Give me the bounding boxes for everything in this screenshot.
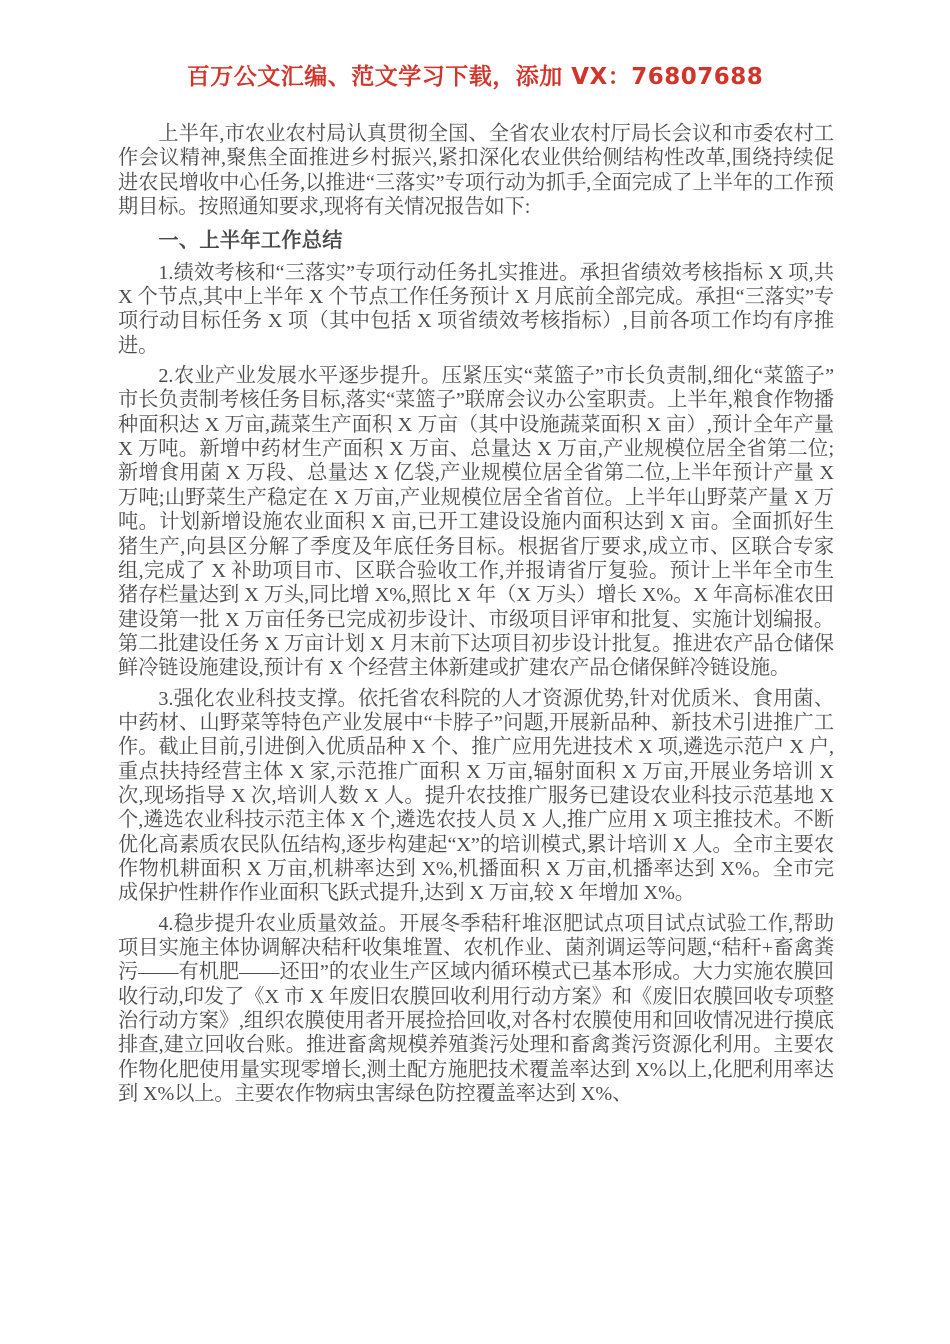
document-body	[118, 122, 834, 1106]
promo-header-banner: 百万公文汇编、范文学习下载，添加 VX：76807688	[186, 64, 764, 90]
body-paragraph-3: 3.强化农业科技支撑。依托省农科院的人才资源优势,针对优质米、食用菌、中药材、山野菜等特色产业发展中“卡脖子”问题,开展新品种、新技术引进推广工作。截止目前,引进倒入优质品种 X 个、推广应用先进技术 X 项,遴选示范户 X 户,重点扶持经营主体 X 家,示范推广面积 X 万亩,辐射面积 X 万亩,开展业务培训 X 次,现场指导 X 次,培训人数 X 人。提升农技推广服务已建设农业科技示范基地 X 个,遴选农业科技示范主体 X 个,遴选农技人员 X 人,推广应用 X 项主推技术。不断优化高素质农民队伍结构,逐步构建起“X”的培训模式,累计培训 X 人。全市主要农作物机耕面积 X 万亩,机耕率达到 X%,机播面积 X 万亩,机播率达到 X%。全市完成保护性耕作作业面积飞跃式提升,达到 X 万亩,较 X 年增加 X%。	[118, 687, 834, 905]
body-paragraph-2: 2.农业产业发展水平逐步提升。压紧压实“菜篮子”市长负责制,细化“菜篮子”市长负责制考核任务目标,落实“菜篮子”联席会议办公室职责。上半年,粮食作物播种面积达 X 万亩,蔬菜生产面积 X 万亩（其中设施蔬菜面积 X 亩）,预计全年产量 X 万吨。新增中药材生产面积 X 万亩、总量达 X 万亩,产业规模位居全省第二位;新增食用菌 X 万段、总量达 X 亿袋,产业规模位居全省第二位,上半年预计产量 X 万吨;山野菜生产稳定在 X 万亩,产业规模位居全省首位。上半年山野菜产量 X 万吨。计划新增设施农业面积 X 亩,已开工建设设施内面积达到 X 亩。全面抓好生猪生产,向县区分解了季度及年底任务目标。根据省厅要求,成立市、区联合专家组,完成了 X 补助项目市、区联合验收工作,并报请省厅复验。预计上半年全市生猪存栏量达到 X 万头,同比增 X%,照比 X 年（X 万头）增长 X%。X 年高标准农田建设第一批 X 万亩任务已完成初步设计、市级项目评审和批复、实施计划编报。第二批建设任务 X 万亩计划 X 月末前下达项目初步设计批复。推进农产品仓储保鲜冷链设施建设,预计有 X 个经营主体新建或扩建农产品仓储保鲜冷链设施。	[118, 365, 834, 680]
section-heading-work-summary: 一、上半年工作总结	[158, 228, 343, 253]
body-paragraph-1: 1.绩效考核和“三落实”专项行动任务扎实推进。承担省绩效考核指标 X 项,共 X 个节点,其中上半年 X 个节点工作任务预计 X 月底前全部完成。承担“三落实”专项行动目标任务 X 项（其中包括 X 项省绩效考核指标）,目前各项工作均有序推进。	[118, 261, 834, 357]
body-paragraph-4: 4.稳步提升农业质量效益。开展冬季秸秆堆沤肥试点项目试点试验工作,帮助项目实施主体协调解决秸秆收集堆置、农机作业、菌剂调运等问题,“秸秆+畜禽粪污——有机肥——还田”的农业生产区域内循环模式已基本形成。大力实施农膜回收行动,印发了《X 市 X 年废旧农膜回收利用行动方案》和《废旧农膜回收专项整治行动方案》,组织农膜使用者开展捡拾回收,对各村农膜使用和回收情况进行摸底排查,建立回收台账。推进畜禽规模养殖粪污处理和畜禽粪污资源化利用。主要农作物化肥使用量实现零增长,测土配方施肥技术覆盖率达到 X%以上,化肥利用率达到 X%以上。主要农作物病虫害绿色防控覆盖率达到 X%、	[118, 912, 834, 1106]
lead-paragraph: 上半年,市农业农村局认真贯彻全国、全省农业农村厅局长会议和市委农村工作会议精神,聚焦全面推进乡村振兴,紧扣深化农业供给侧结构性改革,围绕持续促进农民增收中心任务,以推进“三落实”专项行动为抓手,全面完成了上半年的工作预期目标。按照通知要求,现将有关情况报告如下:	[118, 123, 834, 219]
